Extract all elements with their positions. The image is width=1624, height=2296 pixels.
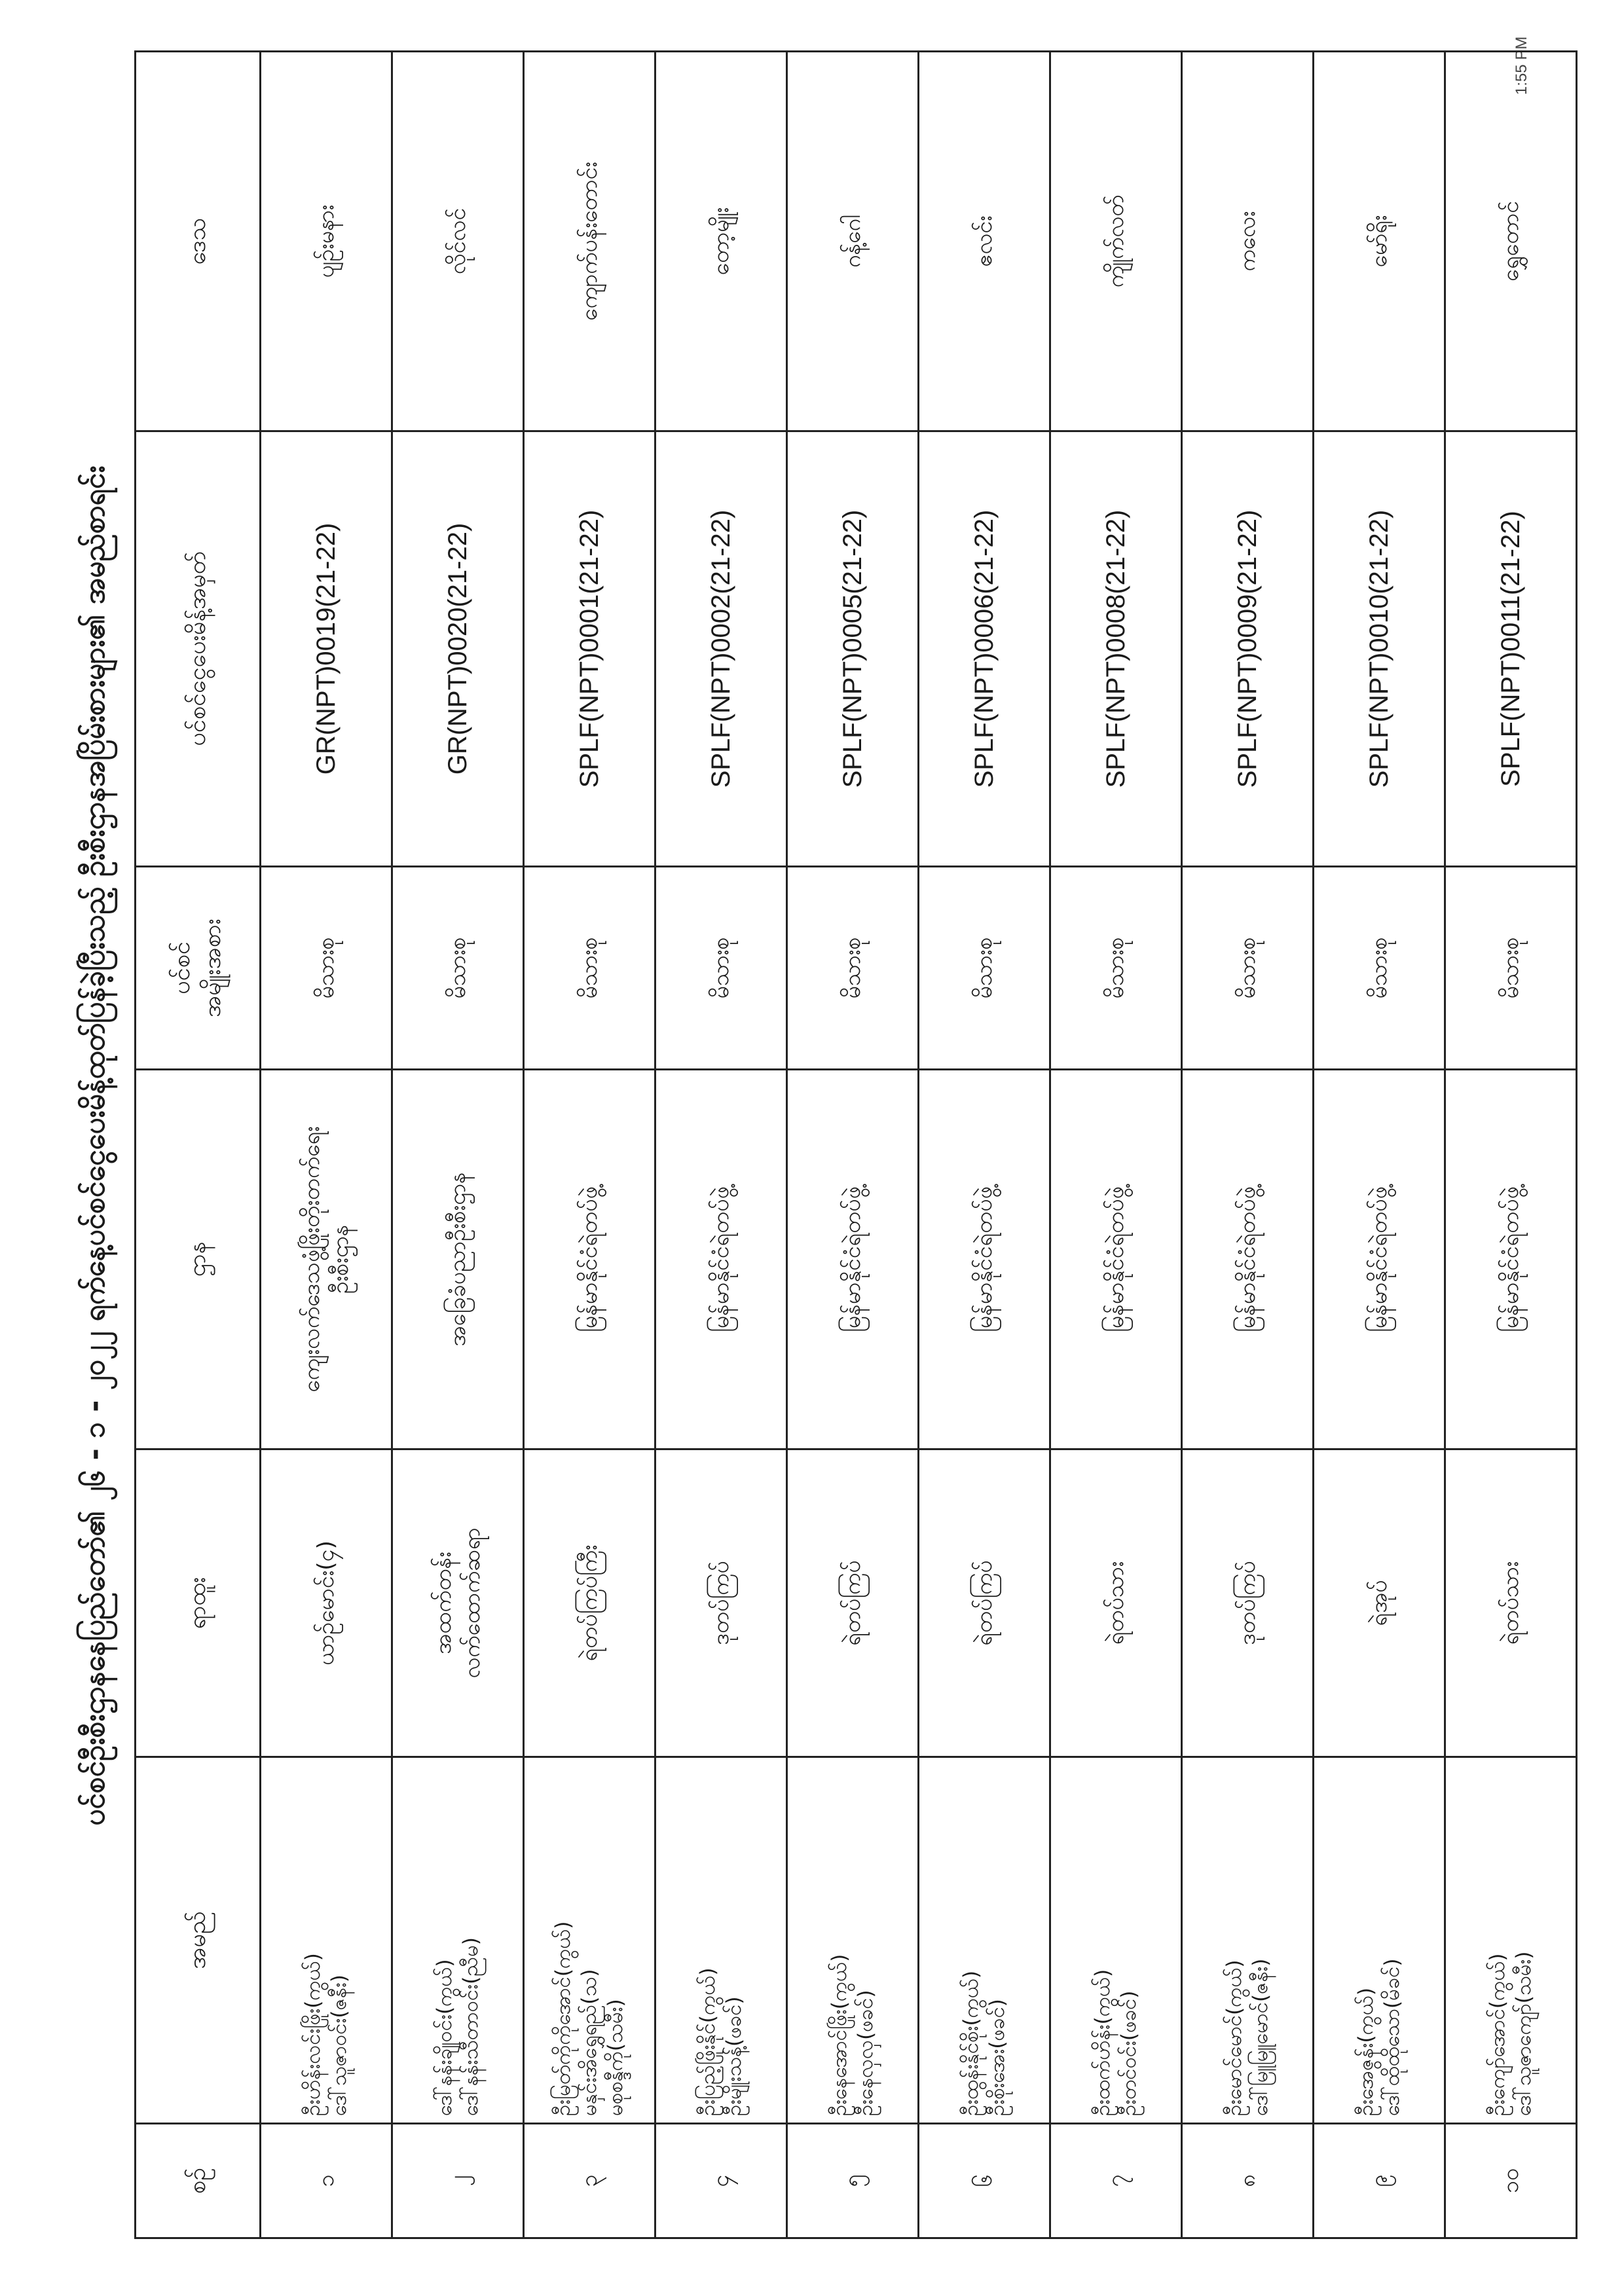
- department: အခြေခံပညာဦးစီးဌာန: [392, 1070, 524, 1449]
- department: မြန်မာနိုင်ငံရဲတပ်ဖွဲ့: [919, 1070, 1050, 1449]
- person-names: [1182, 1757, 1314, 2124]
- person-name: ဦးကျော်အောင်(ကွယ်): [1485, 1953, 1509, 2116]
- person-names: [1445, 1757, 1577, 2124]
- person-name: ဦးမြတ်ကိုကိုအောင်(ကွယ်): [551, 1921, 575, 2116]
- table-row: [1314, 52, 1445, 2238]
- table-body: [261, 52, 1577, 2238]
- person-name: ဦးနေလှလှ(ဖခင်): [854, 1990, 877, 2116]
- department: မြန်မာနိုင်ငံရဲတပ်ဖွဲ့: [1445, 1070, 1577, 1449]
- region: မော်ရိုး: [1314, 52, 1445, 431]
- table-row: [787, 52, 919, 2238]
- pension-order-number: GR(NPT)0020(21-22): [392, 431, 524, 867]
- region: တော့မျိုး: [655, 52, 787, 431]
- department: မြန်မာနိုင်ငံရဲတပ်ဖွဲ့: [1182, 1070, 1314, 1449]
- person-names: [655, 1757, 787, 2124]
- department: မြန်မာနိုင်ငံရဲတပ်ဖွဲ့: [787, 1070, 919, 1449]
- pension-order-number: SPLF(NPT)0005(21-22): [787, 431, 919, 867]
- row-number: ၁၀: [1445, 2124, 1577, 2238]
- pension-type: မိသားစု: [1314, 867, 1445, 1070]
- rank: ဒုတပ်ကြပ်: [655, 1449, 787, 1757]
- rank: ရဲတပ်ကြပ်: [919, 1449, 1050, 1757]
- pension-type: မိသားစု: [524, 867, 655, 1070]
- person-name: ဦးထွန်းနိုင်စိုး(ကွယ်): [959, 1970, 983, 2116]
- person-name: ဦးထက်ဟိန်း(ကွယ်): [1090, 1969, 1115, 2116]
- table-row: [392, 52, 524, 2238]
- pension-order-number: SPLF(NPT)0001(21-22): [524, 431, 655, 867]
- person-names: [261, 1757, 392, 2124]
- person-name: ဒေါ်ထိုထိုသော(မိခင်): [1380, 1958, 1404, 2116]
- pension-table: [134, 50, 1578, 2239]
- person-name: မနှင်းအိရွှေရည်(သ): [577, 1969, 601, 2116]
- person-name: ဦးနေအောင်ဖြိုး(ကွယ်): [827, 1954, 851, 2116]
- rotated-document: [56, 52, 1595, 2239]
- rank: ဒုတပ်ကြပ်: [1182, 1449, 1314, 1757]
- header-col-name: အမည်: [136, 1757, 261, 2124]
- department: ကျေးလက်ဒေသဖွံ့ဖြိုးတိုးတက်ရေး ဦးစီးဌာန: [261, 1070, 392, 1449]
- person-name: ဦးတင်ဝင်း(ဖခင်): [1117, 1990, 1141, 2116]
- table-row: [1445, 52, 1577, 2238]
- header-col-rank: ရာထူး: [136, 1449, 261, 1757]
- row-number: ၄: [655, 2124, 787, 2238]
- row-number: ၉: [1314, 2124, 1445, 2238]
- person-name: ဒေါ်သူဇာကျော်(သမီး): [1512, 1951, 1536, 2116]
- pension-order-number: SPLF(NPT)0010(21-22): [1314, 431, 1445, 867]
- table-row: [261, 52, 392, 2238]
- person-names: [1314, 1757, 1445, 2124]
- pension-order-number: SPLF(NPT)0002(21-22): [655, 431, 787, 867]
- row-number: ၂: [392, 2124, 524, 2238]
- rank: အထက်တန်း လက်ထောက်ဆရာ: [392, 1449, 524, 1757]
- region: ကျောက်ပန်းတောင်း: [524, 52, 655, 431]
- region: ကျိုက်လတ်: [1050, 52, 1182, 431]
- person-name: ဦးပြည့်ဖြိုးနိုင်(ကွယ်): [695, 1967, 720, 2116]
- row-number: ၇: [1050, 2124, 1182, 2238]
- region: ပျဉ်းမနား: [261, 52, 392, 431]
- region: ဧလင်း: [919, 52, 1050, 431]
- header-col-order: ပင်စင်ငွေပေးမိန့်အမှတ်: [136, 431, 261, 867]
- region: လိုင်လင်: [392, 52, 524, 431]
- table-row: [1050, 52, 1182, 2238]
- person-name: ဦးစိုးအေး(ဖခင်): [986, 1999, 1009, 2116]
- region: ရွှေတောင်: [1445, 52, 1577, 431]
- pension-order-number: SPLF(NPT)0006(21-22): [919, 431, 1050, 867]
- scan-timestamp: 1:55 PM: [1513, 36, 1530, 95]
- table-row: [655, 52, 787, 2238]
- row-number: ၅: [787, 2124, 919, 2238]
- department: မြန်မာနိုင်ငံရဲတပ်ဖွဲ့: [1314, 1070, 1445, 1449]
- pension-order-number: SPLF(NPT)0009(21-22): [1182, 431, 1314, 867]
- table-row: [524, 52, 655, 2238]
- person-name: ဒေါ်သူဇာဝင်း(ဇနီး): [327, 1975, 351, 2116]
- person-name: ဦးမောင်မောင်(ကွယ်): [1222, 1959, 1246, 2116]
- pension-type: မိသားစု: [655, 867, 787, 1070]
- row-number: ၈: [1182, 2124, 1314, 2238]
- person-names: [1050, 1757, 1182, 2124]
- pension-type: မိသားစု: [1050, 867, 1182, 1070]
- rank: ရဲတပ်ကြပ်: [787, 1449, 919, 1757]
- pension-order-number: SPLF(NPT)0008(21-22): [1050, 431, 1182, 867]
- row-number: ၆: [919, 2124, 1050, 2238]
- header-col-no: စဉ်: [136, 2124, 261, 2238]
- header-col-region: ဒေသ: [136, 52, 261, 431]
- rank: ရဲတပ်သား: [1445, 1449, 1577, 1757]
- department: မြန်မာနိုင်ငံရဲတပ်ဖွဲ့: [655, 1070, 787, 1449]
- pension-type: မိသားစု: [392, 867, 524, 1070]
- person-name: ဦးမျိုးသန့်(ဖခင်): [722, 1996, 746, 2116]
- person-name: ဦးဟိန်းလင်းဖြိုး(ကွယ်): [301, 1953, 325, 2116]
- rank: ရဲတပ်သား: [1050, 1449, 1182, 1757]
- pension-type: မိသားစု: [1182, 867, 1314, 1070]
- header-col-type: ပင်စင် အမျိုးအစား: [136, 867, 261, 1070]
- row-number: ၃: [524, 2124, 655, 2238]
- table-row: [919, 52, 1050, 2238]
- table-row: [1182, 52, 1314, 2238]
- person-name: ဒေါ်နန်းချိုဝင်း(ကွယ်): [432, 1959, 456, 2116]
- person-names: [392, 1757, 524, 2124]
- rank: ရဲအုပ်: [1314, 1449, 1445, 1757]
- region: ကလေး: [1182, 52, 1314, 431]
- pension-type: မိသားစု: [1445, 867, 1577, 1070]
- department: မြန်မာနိုင်ငံရဲတပ်ဖွဲ့: [1050, 1070, 1182, 1449]
- person-name: ဦးအေဇွန်း(ကွယ်): [1354, 1987, 1378, 2116]
- person-names: [787, 1757, 919, 2124]
- person-names: [524, 1757, 655, 2124]
- person-names: [919, 1757, 1050, 2124]
- pension-order-number: SPLF(NPT)0011(21-22): [1445, 431, 1577, 867]
- pension-type: မိသားစု: [787, 867, 919, 1070]
- pension-order-number: GR(NPT)0019(21-22): [261, 431, 392, 867]
- row-number: ၁: [261, 2124, 392, 2238]
- pension-type: မိသားစု: [261, 867, 392, 1070]
- table-header-row: [136, 52, 261, 2238]
- pension-type: မိသားစု: [919, 867, 1050, 1070]
- rank: ယာဉ်မောင်း(၄): [261, 1449, 392, 1757]
- document-title: ပင်စင်ဦးစီးဌာနနေပြည်တော်၏ ၂၆ - ၁ - ၂၀၂၂ ရက်နေ့ပင်စင်ငွေပေးမိန့်ထုတ်ပြန်ခဲ့ပြီးသည့် ဦးစီးဌာနအပြိမ်းစားများ၏ အမည်စာရင်း: [78, 465, 111, 1826]
- region: ဂန့်ဂေါ: [787, 52, 919, 431]
- person-name: ဒေါ်နန်းသီတာဝင်း(ညီမ): [459, 1937, 483, 2116]
- header-col-dept: ဌာန: [136, 1070, 261, 1449]
- person-name: မစုစန္ဒီကို(သမီး): [604, 1999, 628, 2116]
- department: မြန်မာနိုင်ငံရဲတပ်ဖွဲ့: [524, 1070, 655, 1449]
- person-name: ဒေါ်မြူမြူမောင်(ဇနီး): [1249, 1958, 1272, 2116]
- rank: ရဲတပ်ကြပ်ကြီး: [524, 1449, 655, 1757]
